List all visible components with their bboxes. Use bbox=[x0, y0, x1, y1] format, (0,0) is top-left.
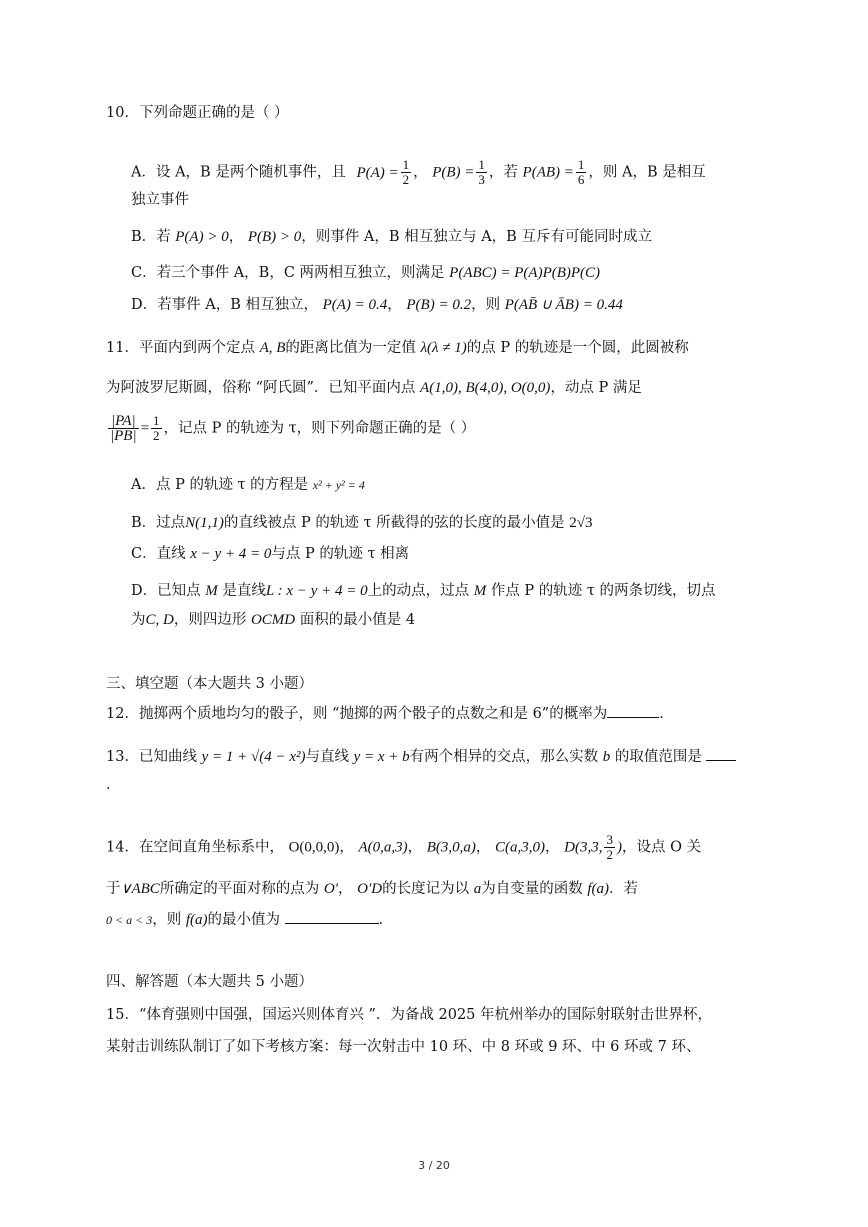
q13-answer-blank bbox=[706, 746, 736, 761]
q11-option-d bbox=[131, 580, 716, 602]
equals: = bbox=[140, 420, 150, 437]
math-a-var: a bbox=[473, 881, 482, 897]
section-4-heading: 四、解答题（本大题共 5 小题） bbox=[106, 974, 313, 990]
q11-text1: 11．平面内到两个定点 bbox=[106, 340, 255, 356]
q11-option-b bbox=[131, 512, 592, 534]
q14-text8: ．若 bbox=[609, 881, 638, 897]
math-cd: C, D bbox=[145, 612, 174, 628]
q10-a-text3: ，则 A，B 是相互 bbox=[588, 164, 706, 181]
q13-text4: 的取值范围是 bbox=[614, 749, 702, 765]
q11-text3: 的点 P 的轨迹是一个圆，此圆被称 bbox=[466, 340, 689, 356]
math-lambda: λ(λ ≠ 1) bbox=[420, 340, 467, 356]
frac-half: $\frac{1}{2}$ bbox=[153, 413, 160, 443]
page-number: 3 / 20 bbox=[418, 1159, 450, 1172]
math-pabc: P(ABC) = P(A)P(B)P(C) bbox=[449, 265, 601, 281]
q14-text6: 的长度记为以 bbox=[382, 881, 470, 897]
q11-text5: ，动点 P 满足 bbox=[550, 380, 642, 396]
q12-end: ． bbox=[659, 706, 674, 722]
math-curve: y = 1 + √(4 − x²) bbox=[201, 749, 306, 765]
math-pa-04: P(A) = 0.4 bbox=[322, 297, 388, 313]
q14-text9: ，则 bbox=[152, 912, 182, 928]
q11-b-text2: 的直线被点 P 的轨迹 τ 所截得的弦的长度的最小值是 bbox=[223, 515, 565, 531]
math-pa-gt0: P(A) > 0 bbox=[175, 229, 229, 245]
q11-d-text7: 面积的最小值是 4 bbox=[299, 612, 416, 628]
q11-text4: 为阿波罗尼斯圆，俗称 “阿氏圆”．已知平面内点 bbox=[106, 380, 416, 396]
q10-d-text2: ，则 bbox=[471, 297, 501, 313]
q14-text4: 所确定的平面对称的点为 bbox=[159, 881, 320, 897]
q12 bbox=[106, 703, 674, 725]
math-m: M bbox=[205, 583, 218, 599]
math-line-b: y = x + b bbox=[353, 749, 410, 765]
math-2root3: 2√3 bbox=[569, 515, 593, 531]
math-a-point: A(0,a,3) bbox=[358, 839, 408, 856]
math-o: O(0,0,0) bbox=[288, 839, 340, 856]
q10-stem: 10．下列命题正确的是（ ） bbox=[106, 105, 289, 121]
math-d-close: ) bbox=[616, 839, 622, 856]
q11-line1 bbox=[106, 337, 689, 359]
q13 bbox=[106, 746, 736, 768]
q12-text: 12．抛掷两个质地均匀的骰子，则 “抛掷的两个骰子的点数之和是 6”的概率为 bbox=[106, 706, 608, 722]
q12-answer-blank bbox=[607, 703, 659, 718]
q10-option-c bbox=[131, 262, 600, 284]
q10-b-text2: ，则事件 A，B 相互独立与 A，B 互斥有可能同时成立 bbox=[301, 229, 652, 245]
q11-d-text4: 作点 P 的轨迹 τ 的两条切线，切点 bbox=[490, 583, 716, 599]
q11-d-text2: 是直线 bbox=[222, 583, 266, 599]
q11-d-text5: 为 bbox=[131, 612, 146, 628]
q14-line1: 14．在空间直角坐标系中， O(0,0,0)， A(0,a,3)， B(3,0,a)， C(a,3,0)， D(3,3, $\frac{3}{2}$ )，设点 O 关 bbox=[106, 832, 702, 862]
q14-line3 bbox=[106, 909, 393, 931]
q10-d-text: D．若事件 A，B 相互独立， bbox=[131, 297, 318, 313]
q11-option-a bbox=[131, 474, 365, 496]
q11-d-text6: ，则四边形 bbox=[173, 612, 247, 628]
math-circle-eq: x² + y² = 4 bbox=[312, 478, 365, 492]
frac-1-2: $\frac{1}{2}$ bbox=[402, 157, 410, 187]
math-n: N(1,1) bbox=[185, 515, 224, 531]
q11-line3 bbox=[106, 414, 475, 443]
section-3-heading: 三、填空题（本大题共 3 小题） bbox=[106, 676, 313, 692]
math-pb-02: P(B) = 0.2 bbox=[406, 297, 472, 313]
q14-text3: 于 bbox=[106, 881, 121, 897]
math-m2: M bbox=[473, 583, 487, 599]
q14-answer-blank bbox=[285, 909, 379, 924]
q11-a-text: A．点 P 的轨迹 τ 的方程是 bbox=[131, 477, 309, 493]
q15-line1: 15．“体育强则中国强，国运兴则体育兴 ”．为备战 2025 年杭州举办的国际射联射击世界杯， bbox=[106, 1007, 713, 1023]
frac-1-6: $\frac{1}{6}$ bbox=[577, 157, 585, 187]
math-pb-gt0: P(B) > 0 bbox=[247, 229, 302, 245]
math-ocmd: OCMD bbox=[250, 612, 296, 628]
math-c-point: C(a,3,0) bbox=[495, 839, 546, 856]
math-fa: f(a) bbox=[587, 881, 609, 897]
q10-option-d: D．若事件 A，B 相互独立， P(A) = 0.4， P(B) = 0.2，则 P(AB̄ ∪ ĀB) = 0.44 bbox=[131, 297, 623, 313]
q10-a-text: A．设 A，B 是两个随机事件，且 bbox=[131, 164, 346, 181]
q11-b-text: B．过点 bbox=[131, 515, 186, 531]
q13-end: ． bbox=[106, 777, 121, 793]
q11-text6: ，记点 P 的轨迹为 τ，则下列命题正确的是（ ） bbox=[163, 420, 476, 437]
q14-text10: 的最小值为 bbox=[207, 912, 280, 928]
math-union: P(AB̄ ∪ ĀB) = 0.44 bbox=[504, 297, 623, 313]
math-o-prime-d: O′D bbox=[357, 881, 383, 897]
math-pb: P(B) = bbox=[432, 164, 475, 181]
q11-d-text3: 上的动点，过点 bbox=[367, 583, 470, 599]
math-line: x − y + 4 = 0 bbox=[190, 546, 272, 562]
math-pa: P(A) = bbox=[356, 164, 399, 181]
comma: ， bbox=[413, 164, 428, 181]
math-triangle: ∨ABC bbox=[120, 881, 160, 897]
q14-end: ． bbox=[378, 912, 394, 928]
q15-line2: 某射击训练队制订了如下考核方案：每一次射击中 10 环、中 8 环或 9 环、中 6 环或 7 环、 bbox=[106, 1039, 701, 1055]
math-points: A(1,0), B(4,0), O(0,0) bbox=[420, 380, 551, 396]
q10-b-text: B．若 bbox=[131, 229, 171, 245]
q11-text2: 的距离比值为一定值 bbox=[285, 340, 416, 356]
q14-text7: 为自变量的函数 bbox=[481, 881, 583, 897]
q11-d-text: D．已知点 bbox=[131, 583, 201, 599]
frac-3-2: $\frac{3}{2}$ bbox=[606, 832, 613, 862]
q11-option-d-cont bbox=[131, 609, 415, 631]
q13-text3: 有两个相异的交点，那么实数 bbox=[409, 749, 599, 765]
math-range: 0 < a < 3 bbox=[106, 913, 153, 927]
math-b: b bbox=[602, 749, 611, 765]
q13-text2: 与直线 bbox=[305, 749, 349, 765]
q14-text5: ， bbox=[338, 881, 353, 897]
q13-text1: 13．已知曲线 bbox=[106, 749, 197, 765]
q10-option-b: B．若 P(A) > 0， P(B) > 0，则事件 A，B 相互独立与 A，B 互斥有可能同时成立 bbox=[131, 229, 652, 245]
q10-c-text: C．若三个事件 A，B，C 两两相互独立，则满足 bbox=[131, 265, 445, 281]
math-o-prime: O′ bbox=[323, 881, 339, 897]
q11-option-c bbox=[131, 543, 409, 565]
q10-option-a bbox=[131, 158, 706, 187]
frac-pa-pb: $\frac{|PA|}{|PB|}$ bbox=[110, 413, 137, 444]
q11-line2 bbox=[106, 377, 642, 399]
math-ab: A, B bbox=[259, 340, 286, 356]
q14-text1: 14．在空间直角坐标系中， bbox=[106, 839, 284, 856]
q14-text2: ，设点 O 关 bbox=[621, 839, 702, 856]
frac-1-3: $\frac{1}{3}$ bbox=[478, 157, 485, 187]
q11-c-text2: 与点 P 的轨迹 τ 相离 bbox=[271, 546, 410, 562]
math-l: L : x − y + 4 = 0 bbox=[265, 583, 368, 599]
math-b-point: B(3,0,a) bbox=[426, 839, 476, 856]
q10-option-a-cont: 独立事件 bbox=[131, 192, 189, 208]
q10-a-text2: ，若 bbox=[488, 164, 518, 181]
math-pab: P(AB) = bbox=[522, 164, 574, 181]
q11-c-text: C．直线 bbox=[131, 546, 186, 562]
math-d-point: D(3,3, bbox=[564, 839, 603, 856]
math-fa2: f(a) bbox=[185, 912, 208, 928]
q14-line2 bbox=[106, 878, 638, 900]
